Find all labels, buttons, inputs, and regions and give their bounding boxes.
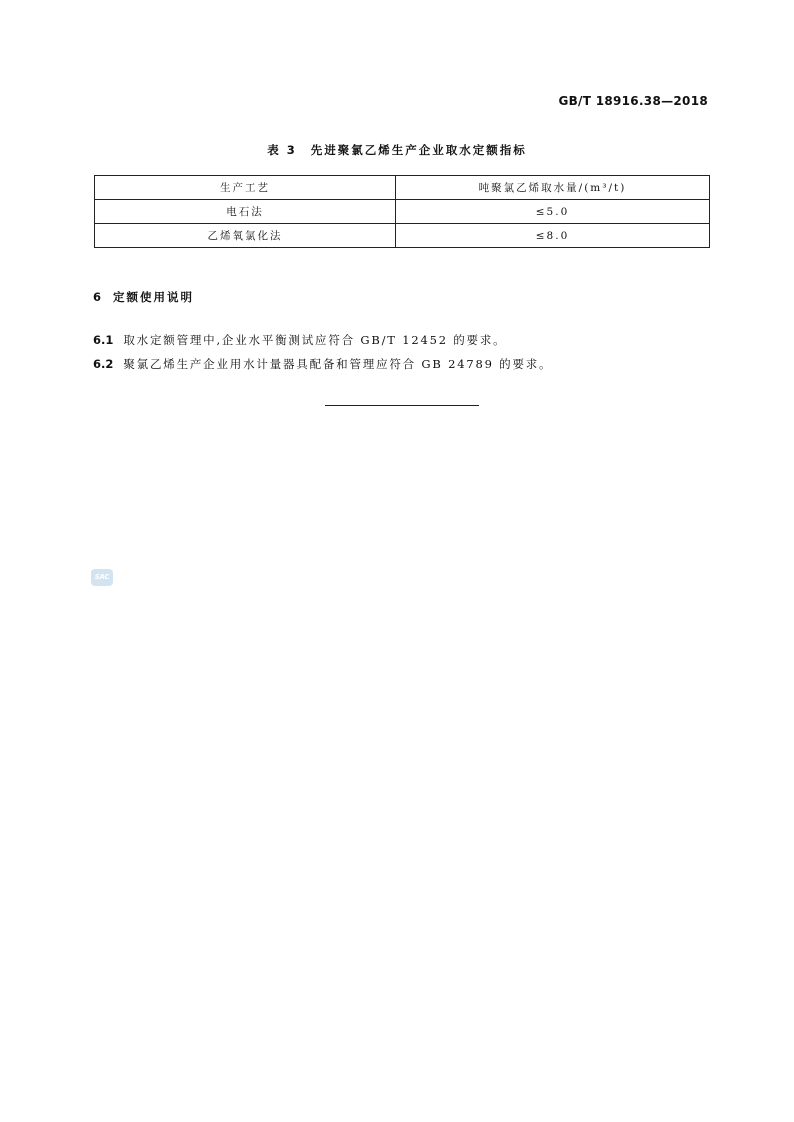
table-caption	[0, 142, 794, 158]
clause-text: 取水定额管理中,企业水平衡测试应符合 GB/T 12452 的要求。	[123, 333, 507, 347]
sac-watermark-logo: SAC	[91, 569, 113, 586]
table-cell-process: 电石法	[95, 200, 396, 224]
section-number: 6	[93, 290, 104, 304]
section-title: 定额使用说明	[113, 290, 195, 304]
section-heading	[93, 289, 194, 305]
table-header-row	[95, 176, 710, 200]
table-cell-quota: ≤8.0	[396, 224, 710, 248]
table-number: 表 3	[267, 143, 297, 157]
table-row	[95, 200, 710, 224]
table-cell-process: 乙烯氧氯化法	[95, 224, 396, 248]
end-of-document-rule	[325, 405, 479, 406]
water-quota-table	[94, 175, 710, 248]
clause-number: 6.2	[93, 357, 114, 371]
column-header-process: 生产工艺	[95, 176, 396, 200]
clause-text: 聚氯乙烯生产企业用水计量器具配备和管理应符合 GB 24789 的要求。	[123, 357, 553, 371]
clause-number: 6.1	[93, 333, 114, 347]
table-cell-quota: ≤5.0	[396, 200, 710, 224]
clause-6-1	[93, 332, 506, 348]
column-header-water-intake: 吨聚氯乙烯取水量/(m³/t)	[396, 176, 710, 200]
clause-6-2	[93, 356, 552, 372]
table-title: 先进聚氯乙烯生产企业取水定额指标	[310, 143, 527, 157]
table-row	[95, 224, 710, 248]
standard-number: GB/T 18916.38—2018	[558, 94, 708, 108]
